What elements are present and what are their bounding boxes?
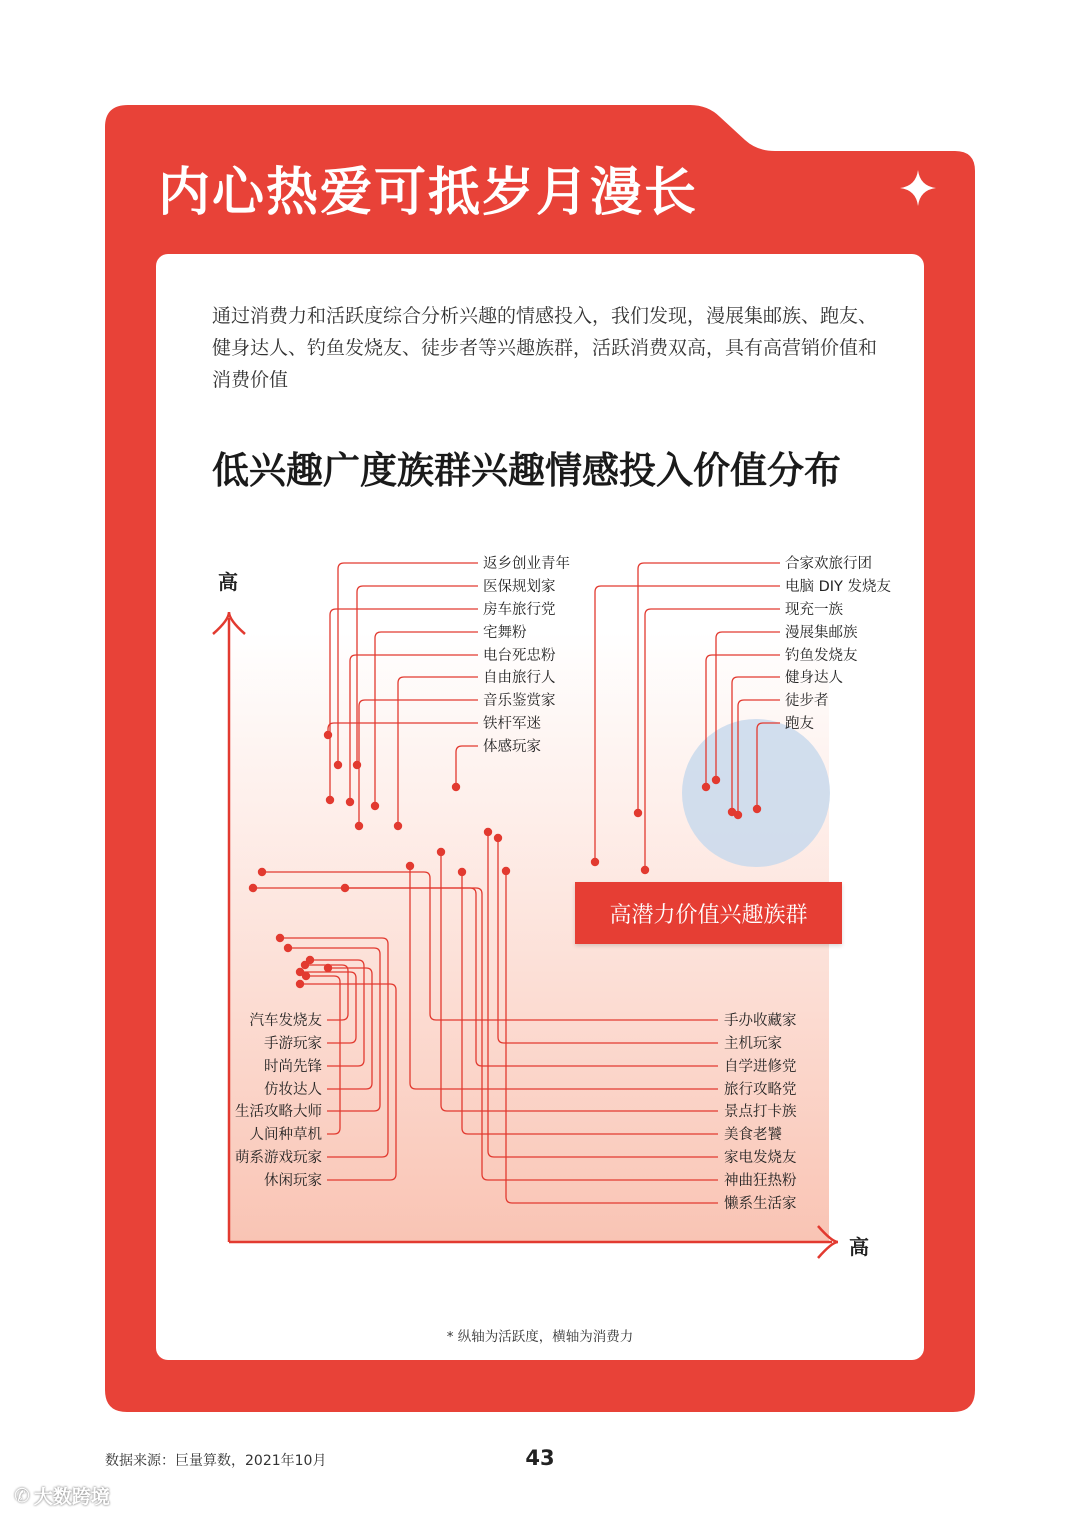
- data-point-free-traveler: [394, 822, 402, 830]
- label-rv-traveler: 房车旅行党: [483, 602, 556, 618]
- data-point-music-connoisseur: [355, 822, 363, 830]
- highlight-badge: 高潜力价值兴趣族群: [575, 882, 842, 944]
- data-point-fashion: [306, 956, 314, 964]
- label-foodie: 美食老饕: [724, 1127, 782, 1143]
- data-point-radio-fan: [346, 798, 354, 806]
- intro-paragraph: 通过消费力和活跃度综合分析兴趣的情感投入，我们发现，漫展集邮族、跑友、健身达人、钓鱼发烧友、徒步者等兴趣族群，活跃消费双高，具有高营销价值和消费价值: [212, 305, 878, 391]
- label-appliance-fan: 家电发烧友: [724, 1150, 797, 1166]
- watermark-text: 大数跨境: [33, 1486, 110, 1508]
- label-life-hacks: 生活攻略大师: [235, 1104, 322, 1120]
- data-point-lazy-life: [502, 867, 510, 875]
- data-point-motion-gamer: [452, 783, 460, 791]
- label-car-fan: 汽车发烧友: [249, 1013, 322, 1029]
- data-point-returning-entrepreneur: [334, 761, 342, 769]
- label-console-gamer: 主机玩家: [724, 1036, 782, 1052]
- label-hiker: 徒步者: [785, 693, 829, 709]
- data-point-runner: [753, 805, 761, 813]
- data-point-rv-traveler: [326, 796, 334, 804]
- label-family-tour: 合家欢旅行团: [785, 556, 872, 572]
- label-music-connoisseur: 音乐鉴赏家: [483, 693, 556, 709]
- label-insurance-planner: 医保规划家: [483, 579, 556, 595]
- data-point-riajuu: [641, 866, 649, 874]
- data-point-makeup: [324, 964, 332, 972]
- label-runner: 跑友: [785, 716, 814, 732]
- data-point-self-learner: [249, 884, 257, 892]
- data-point-console-gamer: [494, 834, 502, 842]
- label-self-learner: 自学进修党: [724, 1059, 797, 1075]
- data-point-travel-guide: [406, 862, 414, 870]
- data-point-family-tour: [634, 809, 642, 817]
- data-point-otaku-dance: [371, 802, 379, 810]
- label-fitness: 健身达人: [785, 670, 843, 686]
- page-number: 43: [525, 1446, 555, 1470]
- label-radio-fan: 电台死忠粉: [483, 648, 556, 664]
- data-point-foodie: [458, 868, 466, 876]
- data-point-attraction-checkin: [437, 848, 445, 856]
- label-attraction-checkin: 景点打卡族: [724, 1104, 797, 1120]
- label-makeup: 仿妆达人: [264, 1082, 322, 1098]
- y-axis-label: 高: [218, 570, 238, 594]
- chart-footnote: * 纵轴为活跃度，横轴为消费力: [446, 1329, 634, 1345]
- label-recommender: 人间种草机: [249, 1127, 322, 1143]
- watermark: [14, 1482, 110, 1509]
- label-returning-entrepreneur: 返乡创业青年: [483, 556, 570, 572]
- data-point-life-hacks: [284, 944, 292, 952]
- label-viral-song: 神曲狂热粉: [724, 1173, 797, 1189]
- data-point-insurance-planner: [353, 761, 361, 769]
- label-free-traveler: 自由旅行人: [483, 670, 556, 686]
- label-fishing: 钓鱼发烧友: [785, 648, 858, 664]
- data-point-viral-song: [341, 884, 349, 892]
- data-point-fishing: [702, 783, 710, 791]
- label-fashion: 时尚先锋: [264, 1059, 322, 1075]
- chart-title: 低兴趣广度族群兴趣情感投入价值分布: [212, 449, 841, 492]
- label-pc-diy: 电脑 DIY 发烧友: [785, 579, 892, 595]
- data-point-military-fan: [324, 731, 332, 739]
- data-point-pc-diy: [591, 858, 599, 866]
- label-casual-gamer: 休闲玩家: [264, 1173, 322, 1189]
- label-military-fan: 铁杆军迷: [483, 716, 541, 732]
- data-point-casual-gamer: [296, 980, 304, 988]
- data-source: 数据来源：巨量算数，2021年10月: [105, 1453, 327, 1469]
- data-point-comic-con: [712, 776, 720, 784]
- label-otaku-dance: 宅舞粉: [483, 625, 527, 641]
- data-point-cute-games: [276, 934, 284, 942]
- label-mobile-gamer: 手游玩家: [264, 1036, 322, 1052]
- label-riajuu: 现充一族: [785, 602, 843, 618]
- label-cute-games: 萌系游戏玩家: [235, 1150, 322, 1166]
- data-point-appliance-fan: [484, 828, 492, 836]
- watermark-icon: ✆: [14, 1484, 30, 1507]
- label-travel-guide: 旅行攻略党: [724, 1082, 797, 1098]
- label-figure-collector: 手办收藏家: [724, 1013, 797, 1029]
- data-point-recommender: [302, 972, 310, 980]
- highlight-bubble: [682, 719, 830, 867]
- x-axis-label: 高: [849, 1235, 869, 1259]
- data-point-figure-collector: [258, 868, 266, 876]
- label-lazy-life: 懒系生活家: [724, 1196, 797, 1212]
- label-motion-gamer: 体感玩家: [483, 739, 541, 755]
- data-point-hiker: [734, 811, 742, 819]
- page-title: 内心热爱可抵岁月漫长: [158, 163, 699, 223]
- label-comic-con: 漫展集邮族: [785, 625, 858, 641]
